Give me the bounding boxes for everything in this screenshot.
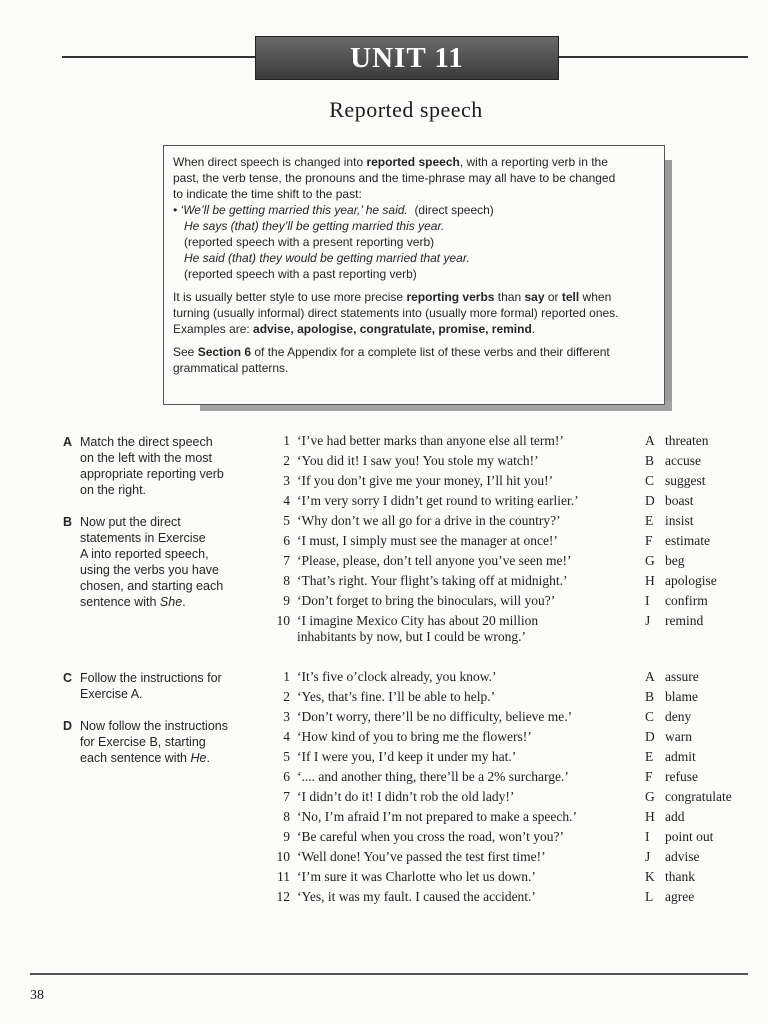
intro-paragraph-2: It is usually better style to use more precise reporting verbs than say or tell when turning (usually informal) direct statements into (usually more formal) reported ones. Examples are: advise, apologise, congratulate, promise, remind. bbox=[173, 290, 619, 336]
intro-box bbox=[163, 145, 665, 405]
intro-paragraph-1: When direct speech is changed into reported speech, with a reporting verb in the past, the verb tense, the pronouns and the time-phrase may all have to be changed to indicate the time shift to the past: • ‘We’ll be getting married this year,’ he said. (direct speech) He says (that) they’ll be getting married this year. (reported speech with a present reporting verb) He said (that) they would be getting married that year. (reported speech with a past reporting verb) bbox=[173, 155, 616, 281]
footer-rule bbox=[30, 973, 748, 975]
intro-paragraph-3: See Section 6 of the Appendix for a complete list of these verbs and their different grammatical patterns. bbox=[173, 345, 610, 375]
unit-banner: UNIT 11 bbox=[255, 36, 559, 80]
page-title: Reported speech bbox=[329, 97, 483, 122]
page-number: 38 bbox=[30, 988, 44, 1003]
